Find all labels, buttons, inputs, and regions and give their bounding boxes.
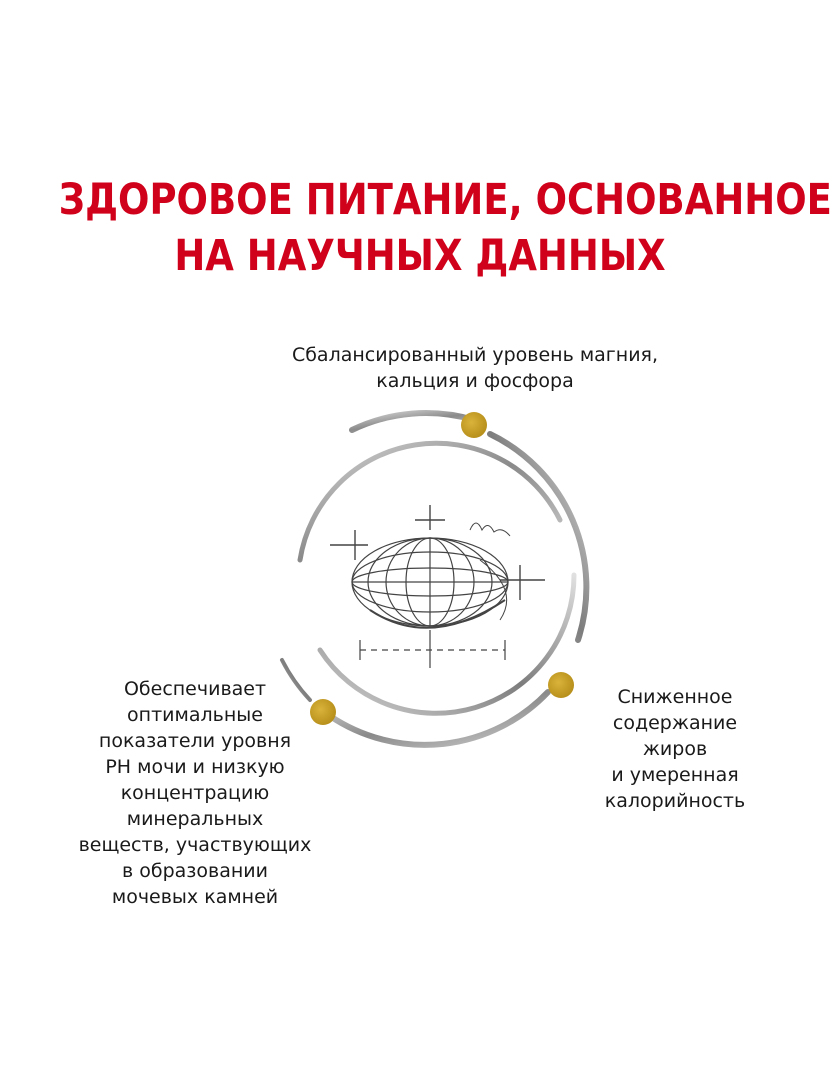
caption-line: кальция и фосфора — [376, 370, 574, 392]
gold-dot-icon — [461, 412, 487, 438]
caption-line: мочевых камней — [111, 886, 279, 908]
caption-line: концентрацию — [120, 782, 270, 804]
caption-line: в образовании — [122, 860, 268, 882]
benefit-caption-right — [560, 684, 790, 814]
inner-ring — [300, 443, 574, 713]
caption-line: PH мочи и низкую — [105, 756, 285, 778]
kibble-sketch-icon — [330, 505, 545, 668]
caption-line: содержание — [612, 712, 738, 734]
headline-line-2: НА НАУЧНЫХ ДАННЫХ — [174, 231, 666, 281]
caption-line: оптимальные — [127, 704, 263, 726]
caption-line: минеральных — [126, 808, 264, 830]
headline-line-1: ЗДОРОВОЕ ПИТАНИЕ, ОСНОВАННОЕ — [58, 175, 832, 225]
caption-line: Сниженное — [617, 686, 733, 708]
caption-line: калорийность — [604, 790, 746, 812]
benefit-caption-top — [200, 342, 750, 394]
caption-line: показатели уровня — [98, 730, 292, 752]
caption-line: веществ, участвующих — [78, 834, 312, 856]
caption-line: Сбалансированный уровень магния, — [291, 344, 659, 366]
caption-line: жиров — [642, 738, 708, 760]
caption-line: Обеспечивает — [123, 678, 267, 700]
benefit-caption-left — [40, 676, 350, 910]
caption-line: и умеренная — [611, 764, 739, 786]
